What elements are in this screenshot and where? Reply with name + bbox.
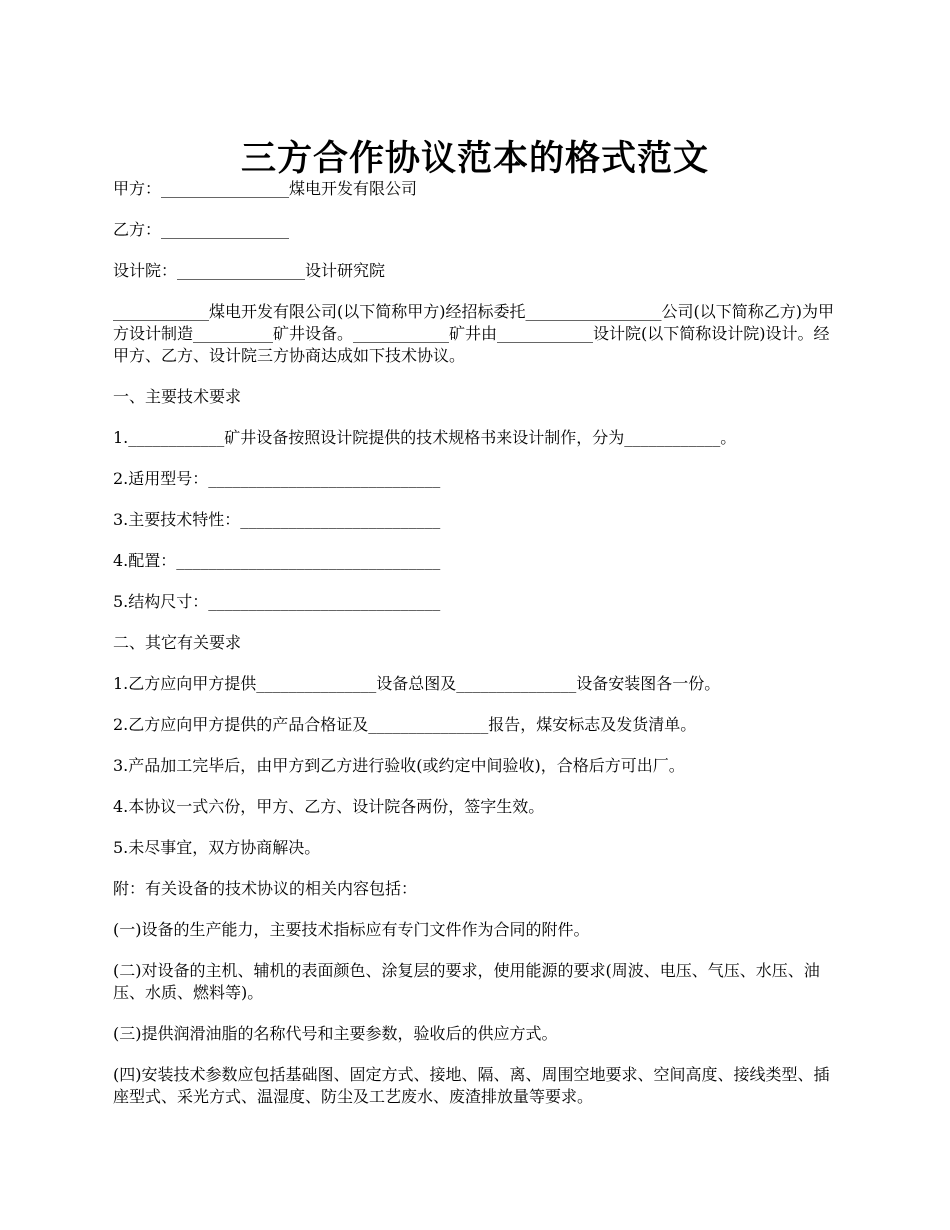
appendix-item-1: (一)设备的生产能力，主要技术指标应有专门文件作为合同的附件。: [113, 920, 590, 939]
section-heading-other-requirements: 二、其它有关要求: [113, 633, 242, 652]
section-heading-technical-requirements: 一、主要技术要求: [113, 387, 242, 406]
other-item-4: 4.本协议一式六份，甲方、乙方、设计院各两份，签字生效。: [113, 797, 545, 816]
other-item-5: 5.未尽事宜，双方协商解决。: [113, 838, 321, 857]
document-body: [113, 178, 843, 1127]
other-item-1: 1.乙方应向甲方提供_______________设备总图及_______________设备安装图各一份。: [113, 674, 721, 693]
page-title: 三方合作协议范本的格式范文: [240, 138, 709, 180]
appendix-item-4: (四)安装技术参数应包括基础图、固定方式、接地、隔、离、周围空地要求、空间高度、接线类型、插座型式、采光方式、温湿度、防尘及工艺废水、废渣排放量等要求。: [113, 1065, 830, 1106]
party-b-line: 乙方：________________: [113, 220, 290, 239]
appendix-heading: 附：有关设备的技术协议的相关内容包括：: [113, 879, 418, 898]
other-item-3: 3.产品加工完毕后，由甲方到乙方进行验收(或约定中间验收)，合格后方可出厂。: [113, 756, 685, 775]
design-institute-line: 设计院：________________设计研究院: [113, 261, 386, 280]
technical-item-5: 5.结构尺寸：_____________________________: [113, 592, 441, 611]
intro-paragraph: ____________煤电开发有限公司(以下简称甲方)经招标委托_________________公司(以下简称乙方)为甲方设计制造__________矿井设备。____________矿井由____________设计院(以下简称设计院)设计。经甲方、乙方、设计院三方协商达成如下技术协议。: [113, 302, 834, 365]
party-a-line: 甲方：________________煤电开发有限公司: [113, 179, 418, 198]
technical-item-2: 2.适用型号：_____________________________: [113, 469, 441, 488]
appendix-item-3: (三)提供润滑油脂的名称代号和主要参数，验收后的供应方式。: [113, 1024, 558, 1043]
other-item-2: 2.乙方应向甲方提供的产品合格证及_______________报告，煤安标志及发货清单。: [113, 715, 697, 734]
appendix-item-2: (二)对设备的主机、辅机的表面颜色、涂复层的要求，使用能源的要求(周波、电压、气压、水压、油压、水质、燃料等)。: [113, 961, 820, 1002]
technical-item-4: 4.配置：_________________________________: [113, 551, 441, 570]
technical-item-1: 1.____________矿井设备按照设计院提供的技术规格书来设计制作，分为____________。: [113, 428, 737, 447]
technical-item-3: 3.主要技术特性：_________________________: [113, 510, 441, 529]
